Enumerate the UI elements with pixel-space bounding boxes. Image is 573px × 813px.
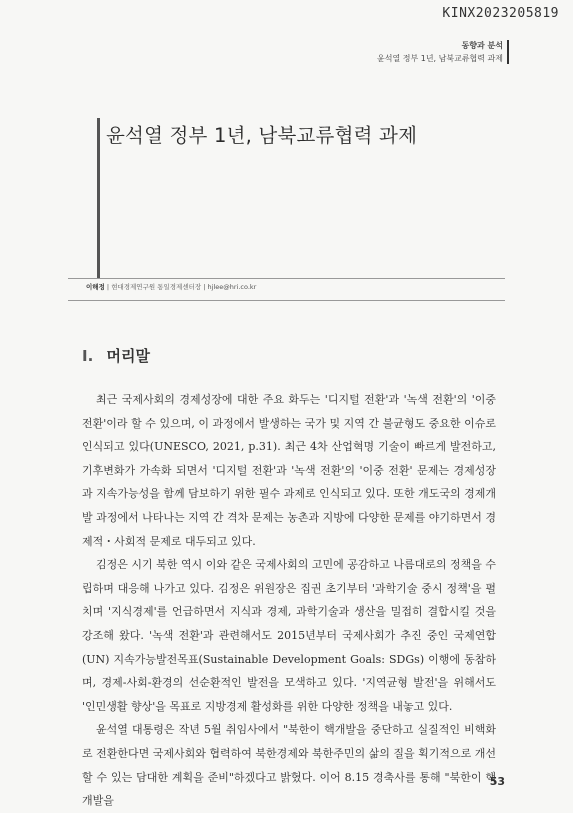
article-title: 윤석열 정부 1년, 남북교류협력 과제: [106, 124, 418, 147]
paragraph: 김정은 시기 북한 역시 이와 같은 국제사회의 고민에 공감하고 나름대로의 정책을 수립하며 대응해 나가고 있다. 김정은 위원장은 집권 초기부터 '과학기술 중시 정책'을 펼치며 '지식경제'를 언급하면서 지식과 경제, 과학기술과 생산을 밀접히 결합시킬 것을 강조해 왔다. '녹색 전환'과 관련해서도 2015년부터 국제사회가 추진 중인 국제연합(UN) 지속가능발전목표(Sustainable Development Goals: SDGs) 이행에 동참하며, 경제-사회-환경의 선순환적인 발전을 모색하고 있다. '지역균형 발전'을 위해서도 '인민생활 향상'을 목표로 지방경제 활성화를 위한 다양한 정책을 내놓고 있다.: [82, 558, 496, 713]
author-email: hjlee@hri.co.kr: [207, 283, 257, 291]
section-heading: [82, 345, 150, 366]
section-tag-rule: [507, 40, 509, 64]
byline-separator: |: [106, 283, 112, 291]
body-text: [82, 388, 496, 813]
title-vertical-rule: [97, 118, 100, 278]
paragraph: 윤석열 대통령은 작년 5월 취임사에서 "북한이 핵개발을 중단하고 실질적인 비핵화로 전환한다면 국제사회와 협력하여 북한경제와 북한주민의 삶의 질을 획기적으로 개선할 수 있는 담대한 계획을 준비"하겠다고 밝혔다. 이어 8.15 경축사를 통해 "북한이 핵개발을: [82, 723, 497, 808]
section-category: 동향과 분석: [461, 41, 503, 50]
author-name: 이해정: [86, 283, 105, 291]
document-id: KINX2023205819: [442, 6, 559, 21]
section-subtitle: 윤석열 정부 1년, 남북교류협력 과제: [377, 54, 503, 63]
byline-bottom-rule: [68, 300, 505, 301]
page-number: 53: [489, 775, 505, 788]
section-tag: [377, 39, 503, 65]
byline: [86, 282, 256, 291]
author-affiliation: 현대경제연구원 통일경제센터장: [111, 283, 202, 291]
byline-separator: |: [203, 283, 208, 291]
paragraph: 최근 국제사회의 경제성장에 대한 주요 화두는 '디지털 전환'과 '녹색 전환'의 '이중 전환'이라 할 수 있으며, 이 과정에서 발생하는 국가 및 지역 간 불균형도 중요한 이슈로 인식되고 있다(UNESCO, 2021, p.31). 최근 4차 산업혁명 기술이 빠르게 발전하고, 기후변화가 가속화 되면서 '디지털 전환'과 '녹색 전환'의 '이중 전환' 문제는 경제성장과 지속가능성을 함께 담보하기 위한 필수 과제로 인식되고 있다. 또한 개도국의 경제개발 과정에서 나타나는 지역 간 격차 문제는 농촌과 지방에 다양한 문제를 야기하면서 경제적・사회적 문제로 대두되고 있다.: [82, 393, 496, 548]
section-heading-text: 머리말: [106, 347, 150, 365]
byline-top-rule: [68, 278, 505, 279]
section-number: Ⅰ.: [82, 347, 94, 365]
